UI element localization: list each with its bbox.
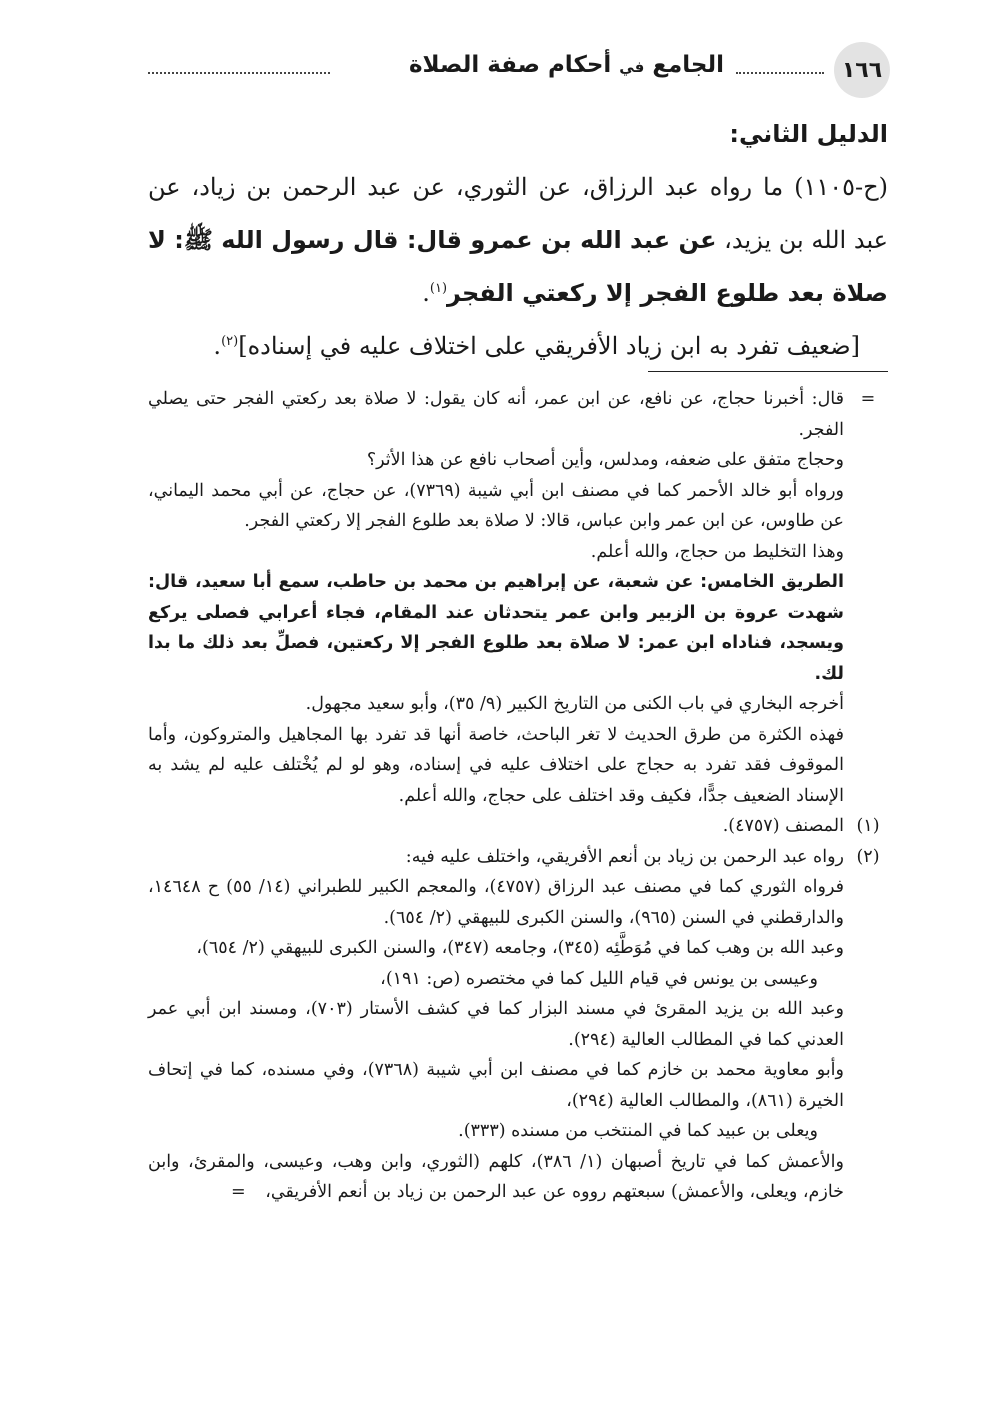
continues-marker: = <box>230 1182 246 1202</box>
fifth-way-bold: الطريق الخامس: عن شعبة، عن إبراهيم بن محمد بن حاطب، سمع أبا سعيد، قال: شهدت عروة بن الزبير وابن عمر يتحدثان عند المقام، فجاء أعرابي فصلى يركع ويسجد، فناداه ابن عمر: لا صلاة بعد طلوع الفجر إلا ركعتين، فصلِّ بعد ذلك ما بدا لك. <box>148 572 844 684</box>
footnote-1-text: المصنف (٤٧٥٧). <box>722 816 844 836</box>
footnote-line: وهذا التخليط من حجاج، والله أعلم. <box>590 541 844 562</box>
page-number: ١٦٦ <box>834 42 890 98</box>
footnote-2-line: وعيسى بن يونس في قيام الليل كما في مختصره (ص: ١٩١)، <box>380 968 818 989</box>
footnote-2-line: وعبد الله بن وهب كما في مُوَطَّئِه (٣٤٥)، وجامعه (٣٤٧)، والسنن الكبرى للبيهقي (٢/ ٦٥٤)، <box>196 938 844 958</box>
footnote-2-line: رواه عبد الرحمن بن زياد بن أنعم الأفريقي، واختلف عليه فيه: <box>405 846 844 867</box>
section-heading: الدليل الثاني: <box>729 120 888 148</box>
footnote-line: أخرجه البخاري في باب الكنى من التاريخ الكبير (٩/ ٣٥)، وأبو سعيد مجهول. <box>305 694 844 714</box>
footnote-2-line: وأبو معاوية محمد بن خازم كما في مصنف ابن أبي شيبة (٧٣٦٨)، وفي مسنده، كما في إتحاف الخيرة (٨٦١)، والمطالب العالية (٢٩٤)، <box>148 1060 844 1111</box>
ruling-text: [ضعيف تفرد به ابن زياد الأفريقي على اختلاف عليه في إسناده] <box>238 332 860 360</box>
footnote-2 <box>148 842 888 1208</box>
footnote-2-line: فرواه الثوري كما في مصنف عبد الرزاق (٤٧٥٧)، والمعجم الكبير للطبراني (١٤/ ٥٥) ح ١٤٦٤٨، والدارقطني في السنن (٩٦٥)، والسنن الكبرى للبيهقي (٢/ ٦٥٤). <box>148 877 845 928</box>
footnote-2-marker: (٢) <box>856 846 880 867</box>
footnote-line: ورواه أبو خالد الأحمر كما في مصنف ابن أبي شيبة (٧٣٦٩)، عن حجاج، عن أبي محمد اليماني، عن طاوس، عن ابن عمر وابن عباس، قالا: لا صلاة بعد طلوع الفجر إلا ركعتي الفجر. <box>148 480 844 531</box>
running-title-small: في <box>619 58 645 76</box>
running-title-rest: أحكام صفة الصلاة <box>408 52 612 78</box>
hadith-paragraph <box>148 161 888 320</box>
footnote-line: قال: أخبرنا حجاج، عن نافع، عن ابن عمر، أنه كان يقول: لا صلاة بعد ركعتي الفجر حتى يصلي الفجر. <box>148 389 844 440</box>
running-title <box>409 52 724 78</box>
header-dotted-line-right <box>736 72 824 74</box>
page-header <box>148 42 890 104</box>
footnote-continuation <box>148 384 888 811</box>
footnotes <box>148 384 888 1208</box>
header-dotted-line-left <box>148 72 330 74</box>
footnote-ref-1: (١) <box>429 281 448 296</box>
ruling-end: . <box>213 332 222 360</box>
footnote-line: فهذه الكثرة من طرق الحديث لا تغر الباحث، خاصة أنها قد تفرد بها المجاهيل والمتروكون، وأما الموقوف فقد تفرد به حجاج على اختلاف عليه في إسناده، وهو لو لم يُخْتلف عليه لم يشد به الإسناد الضعيف جدًّا، فكيف وقد اختلف على حجاج، والله أعلم. <box>148 724 844 806</box>
footnote-2-line: ويعلى بن عبيد كما في المنتخب من مسنده (٣٣٣). <box>458 1121 818 1141</box>
footnote-separator <box>648 371 888 372</box>
footnote-2-last-text: والأعمش كما في تاريخ أصبهان (١/ ٣٨٦)، كلهم (الثوري، وابن وهب، وعيسى، والمقرئ، وابن خازم، ويعلى، والأعمش) سبعتهم رووه عن عبد الرحمن بن زياد بن أنعم الأفريقي، <box>148 1151 844 1202</box>
running-title-bold: الجامع <box>652 52 724 78</box>
hadith-chain: (ح-١١٠٥) ما رواه عبد الرزاق، عن الثوري، عن عبد الرحمن بن زياد، عن عبد الله بن يزيد، <box>148 173 889 254</box>
footnote-1-marker: (١) <box>856 816 880 836</box>
main-text <box>148 108 888 373</box>
hadith-ruling <box>148 320 888 373</box>
footnote-2-line: وعبد الله بن يزيد المقرئ في مسند البزار كما في كشف الأستار (٧٠٣)، ومسند ابن أبي عمر العدني كما في المطالب العالية (٢٩٤). <box>148 999 845 1050</box>
continuation-marker: = <box>860 389 876 409</box>
footnote-2-line-last <box>148 1147 844 1208</box>
hadith-text-bold: عن عبد الله بن عمرو قال: قال رسول الله ﷺ: لا صلاة بعد طلوع الفجر إلا ركعتي الفجر <box>148 226 888 307</box>
footnote-1 <box>148 811 888 842</box>
footnote-line: وحجاج متفق على ضعفه، ومدلس، وأين أصحاب نافع عن هذا الأثر؟ <box>366 450 844 470</box>
footnote-ref-2: (٢) <box>221 334 239 349</box>
hadith-end: . <box>422 279 430 307</box>
